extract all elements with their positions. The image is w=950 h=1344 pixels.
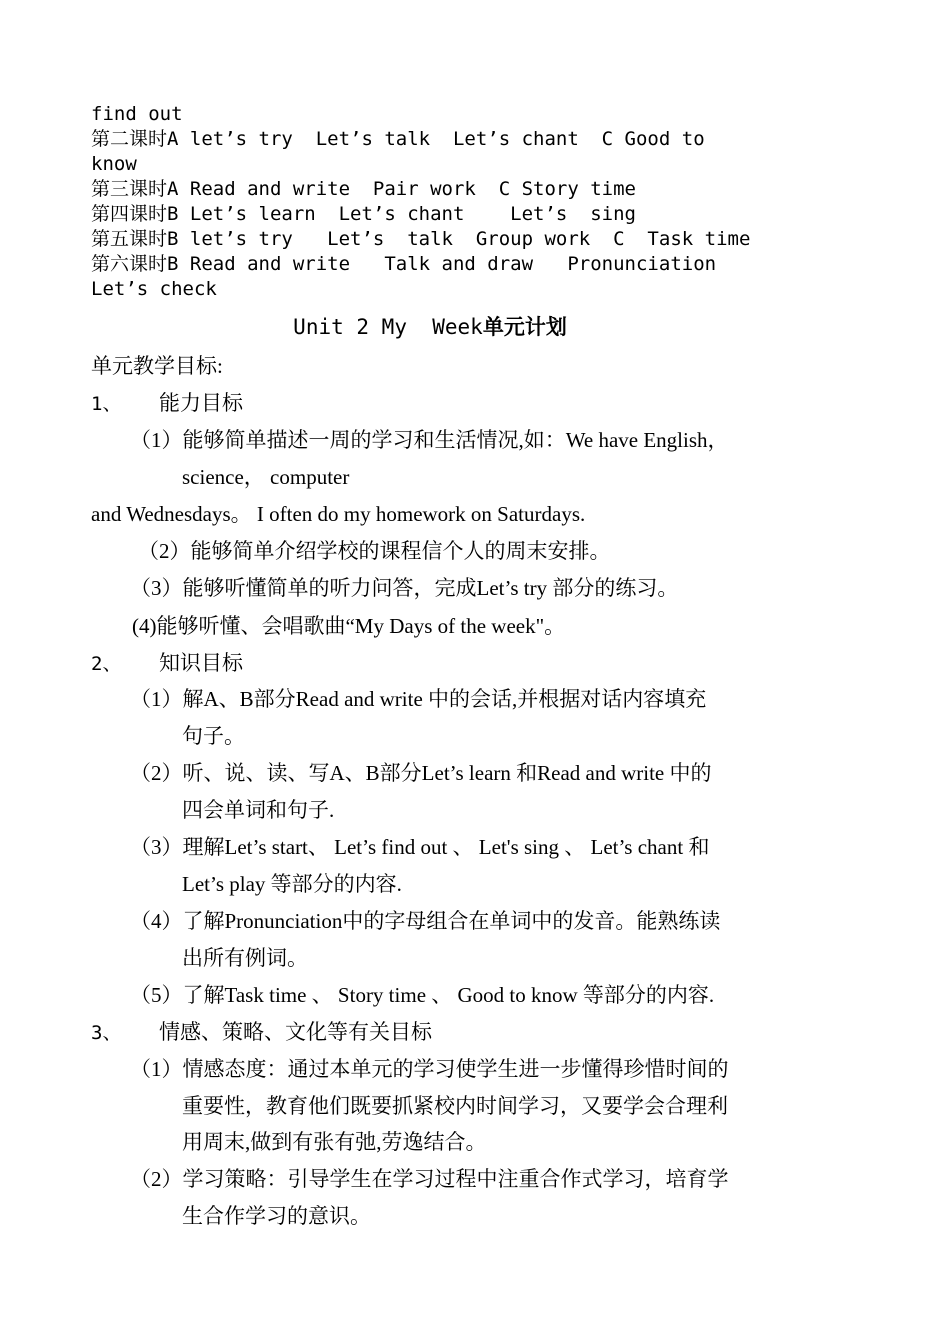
knowledge-item-cont: Let’s play 等部分的内容. <box>182 872 402 896</box>
section-heading <box>91 647 243 677</box>
knowledge-item: （2）听、说、读、写A、B部分Let’s learn 和Read and write 中的 <box>130 761 712 785</box>
section-number: 2、 <box>91 653 122 675</box>
section-heading <box>91 387 243 417</box>
ability-item: （3）能够听懂简单的听力问答，完成Let’s try 部分的练习。 <box>130 576 679 600</box>
section-title: 知识目标 <box>159 651 243 675</box>
section-number: 1、 <box>91 393 122 415</box>
affect-item-cont: 用周末,做到有张有弛,劳逸结合。 <box>182 1130 487 1154</box>
page-title <box>0 311 860 341</box>
affect-item: （2）学习策略：引导学生在学习过程中注重合作式学习，培育学 <box>130 1167 729 1191</box>
schedule-line: 第四课时B Let’s learn Let’s chant Let’s sing <box>91 203 636 225</box>
knowledge-item-cont: 出所有例词。 <box>182 946 308 970</box>
knowledge-item: （4）了解Pronunciation中的字母组合在单词中的发音。能熟练读 <box>130 909 721 933</box>
knowledge-item: （5）了解Task time 、 Story time 、 Good to know 等部分的内容. <box>130 983 715 1007</box>
title-latin: Unit 2 My Week <box>293 315 483 339</box>
schedule-line: 第二课时A let’s try Let’s talk Let’s chant C Good to <box>91 128 705 150</box>
affect-item-cont: 重要性，教育他们既要抓紧校内时间学习，又要学会合理利 <box>182 1094 728 1118</box>
schedule-line: 第三课时A Read and write Pair work C Story time <box>91 178 636 200</box>
ability-item-cont: and Wednesdays。 I often do my homework on Saturdays. <box>91 502 586 526</box>
ability-item: (4)能够听懂、会唱歌曲“My Days of the week"。 <box>132 614 566 638</box>
section-title: 情感、策略、文化等有关目标 <box>159 1020 432 1044</box>
ability-item-cont: science， computer <box>182 465 350 489</box>
section-number: 3、 <box>91 1022 122 1044</box>
section-title: 能力目标 <box>159 391 243 415</box>
ability-item: （2）能够简单介绍学校的课程信个人的周末安排。 <box>138 539 611 563</box>
knowledge-item: （3）理解Let’s start、 Let’s find out 、 Let's sing 、 Let’s chant 和 <box>130 835 710 859</box>
knowledge-item: （1）解A、B部分Read and write 中的会话,并根据对话内容填充 <box>130 687 707 711</box>
ability-item: （1）能够简单描述一周的学习和生活情况,如：We have English， <box>130 428 729 452</box>
affect-item: （1）情感态度：通过本单元的学习使学生进一步懂得珍惜时间的 <box>130 1057 729 1081</box>
knowledge-item-cont: 四会单词和句子. <box>182 798 335 822</box>
schedule-line: Let’s check <box>91 278 217 300</box>
schedule-line: find out <box>91 103 183 125</box>
schedule-line: 第六课时B Read and write Talk and draw Pronunciation <box>91 253 717 275</box>
schedule-line: know <box>91 153 137 175</box>
affect-item-cont: 生合作学习的意识。 <box>182 1204 371 1228</box>
schedule-line: 第五课时B let’s try Let’s talk Group work C Task time <box>91 228 751 250</box>
title-cn: 单元计划 <box>482 315 567 339</box>
section-heading <box>91 1016 432 1046</box>
knowledge-item-cont: 句子。 <box>182 724 245 748</box>
goals-heading: 单元教学目标: <box>91 354 223 378</box>
